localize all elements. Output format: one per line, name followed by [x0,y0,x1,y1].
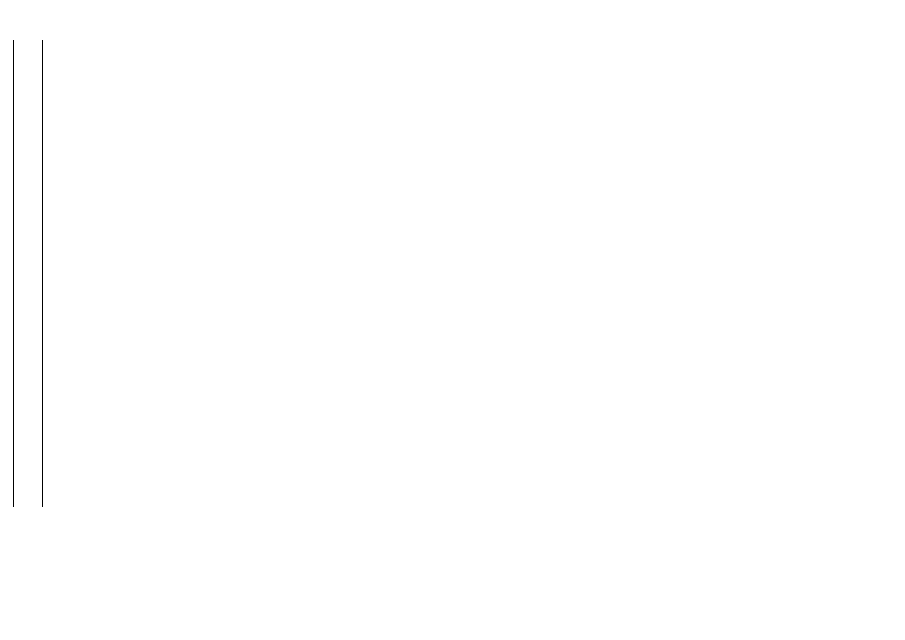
row-id-column [13,40,43,507]
